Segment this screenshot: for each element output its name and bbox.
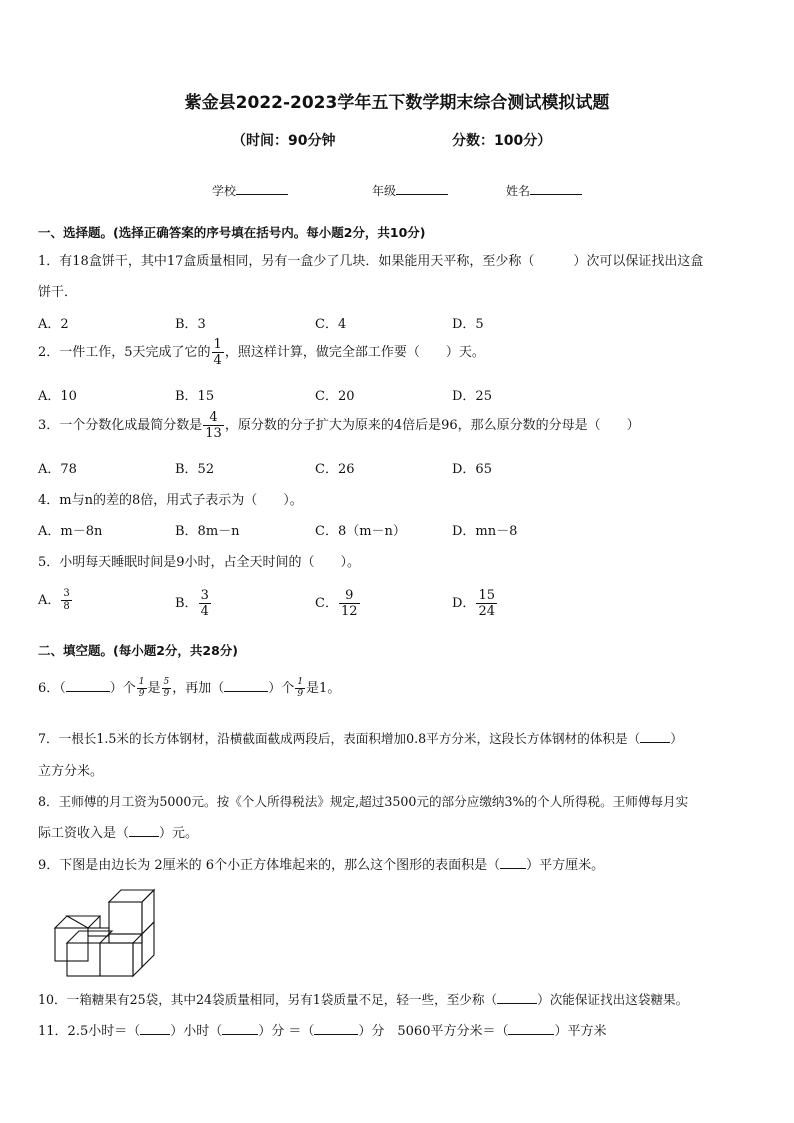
q4-text: 4．m与n的差的8倍，用式子表示为（ ）。 — [38, 493, 303, 508]
q11-p5: ）平方米 — [554, 1024, 607, 1039]
q3-post: ，原分数的分子扩大为原来的4倍后是96，那么原分数的分母是（ ） — [224, 418, 640, 433]
back-cube-mid-front — [88, 928, 109, 936]
q5-option-a-frac — [61, 589, 71, 612]
name-label: 姓名 — [506, 184, 531, 198]
q11-p1: 11．2.5小时＝（ — [38, 1024, 141, 1039]
q5-c-den: 12 — [340, 604, 358, 619]
q2-pre: 2．一件工作，5天完成了它的 — [38, 345, 211, 360]
q4-option-d[interactable]: D．mn－8 — [452, 524, 518, 539]
q1-text-a: 1．有18盒饼干，其中17盒质量相同，另有一盒少了几块．如果能用天平称，至少称（ ）次可以保证找出这盒 — [38, 254, 704, 269]
q6-end: 是1。 — [306, 681, 341, 696]
q11-blank-3[interactable] — [314, 1022, 358, 1035]
q5-option-a[interactable] — [38, 589, 73, 612]
front-cube-right-side — [133, 934, 142, 976]
q3-pre: 3．一个分数化成最简分数是 — [38, 418, 203, 433]
exam-title: 紫金县2022-2023学年五下数学期末综合测试模拟试题 — [184, 93, 610, 113]
q11-blank-1[interactable] — [140, 1022, 170, 1035]
q11-p3: ）分 ＝（ — [258, 1024, 315, 1039]
q3-text — [38, 411, 640, 440]
q3-option-c[interactable]: C．26 — [315, 462, 355, 477]
q5-option-b-frac — [199, 589, 211, 618]
q5-option-d-frac — [476, 589, 497, 618]
front-cube-mid-front — [100, 943, 133, 976]
q11-text — [38, 1020, 606, 1039]
q5-option-c-frac — [339, 589, 360, 618]
q5-text: 5．小明每天睡眠时间是9小时，占全天时间的（ ）。 — [38, 555, 361, 570]
q2-option-c[interactable]: C．20 — [315, 389, 355, 404]
q1-option-b[interactable]: B．3 — [175, 317, 206, 332]
q4-option-b[interactable]: B．8m－n — [175, 524, 240, 539]
section1-heading: 一、选择题。(选择正确答案的序号填在括号内。每小题2分，共10分) — [38, 225, 426, 240]
q6-f3-den: 9 — [297, 689, 304, 699]
q6-f1-den: 9 — [138, 689, 145, 699]
top-cube-front-face — [109, 902, 142, 934]
exam-score: 分数：100分） — [452, 133, 552, 149]
section2-heading: 二、填空题。(每小题2分，共28分) — [38, 643, 239, 658]
q5-option-a-letter: A． — [38, 593, 61, 608]
q6-blank-2[interactable] — [224, 679, 268, 692]
q3-option-d[interactable]: D．65 — [452, 462, 492, 477]
q5-a-den: 8 — [63, 601, 70, 612]
q11-blank-2[interactable] — [222, 1022, 258, 1035]
q8-text-b — [38, 822, 198, 841]
q6-frac-3 — [295, 678, 305, 699]
q8-pre: 际工资收入是（ — [38, 826, 130, 841]
q6-f2-den: 9 — [163, 689, 170, 699]
q10-post: ）次能保证找出这袋糖果。 — [537, 992, 689, 1007]
q5-option-b[interactable] — [175, 589, 212, 618]
q5-d-num: 15 — [478, 588, 495, 603]
q1-option-c[interactable]: C．4 — [315, 317, 347, 332]
q2-post: ，照这样计算，做完全部工作要（ ）天。 — [224, 345, 485, 360]
q2-option-d[interactable]: D．25 — [452, 389, 492, 404]
q6-text — [38, 677, 340, 699]
q1-text-b: 饼干． — [38, 285, 78, 300]
q6-mid3: ）个 — [268, 681, 295, 696]
q5-b-num: 3 — [200, 588, 209, 603]
q6-mid1: ）个 — [109, 681, 136, 696]
q7-text-a-main: 7．一根长1.5米的长方体钢材，沿横截面截成两段后，表面积增加0.8平方分米，这段长方体钢材的体积是（ — [38, 731, 641, 746]
q6-is: 是 — [147, 681, 161, 696]
q8-post: ）元。 — [159, 826, 199, 841]
front-cube-left-front — [67, 943, 100, 976]
q6-blank-1[interactable] — [66, 679, 110, 692]
q5-option-c[interactable] — [315, 589, 361, 618]
q6-f1-num: 1 — [138, 677, 145, 687]
q6-f2-num: 5 — [163, 677, 170, 687]
q5-option-d-letter: D． — [452, 596, 476, 611]
q1-option-d[interactable]: D．5 — [452, 317, 484, 332]
q8-text-a: 8．王师傅的月工资为5000元。按《个人所得税法》规定,超过3500元的部分应缴纳3%的个人所得税。王师傅每月实 — [38, 794, 689, 809]
q5-option-b-letter: B． — [175, 596, 198, 611]
q7-text-b: 立方分米。 — [38, 764, 104, 779]
name-blank[interactable] — [530, 182, 582, 195]
name-field[interactable] — [506, 182, 582, 199]
q5-c-num: 9 — [339, 589, 360, 604]
q6-mid2: ，再加（ — [172, 681, 225, 696]
q10-blank[interactable] — [497, 991, 537, 1004]
q3-option-a[interactable]: A．78 — [38, 462, 77, 477]
q11-p4: ）分 5060平方分米＝（ — [358, 1024, 509, 1039]
q10-text — [38, 989, 688, 1008]
q3-option-b[interactable]: B．52 — [175, 462, 215, 477]
q2-option-b[interactable]: B．15 — [175, 389, 215, 404]
q7-blank[interactable] — [640, 730, 670, 743]
exam-time: （时间：90分钟 — [232, 133, 336, 149]
front-cube-left-top — [67, 931, 112, 943]
side-cube-face — [142, 922, 154, 967]
q2-fraction — [212, 338, 224, 367]
q10-pre: 10．一箱糖果有25袋，其中24袋质量相同，另有1袋质量不足，轻一些，至少称（ — [38, 992, 498, 1007]
q6-frac-2 — [162, 678, 172, 699]
q11-p2: ）小时（ — [170, 1024, 223, 1039]
q9-text — [38, 854, 604, 873]
q5-d-den: 24 — [478, 604, 495, 619]
grade-label: 年级 — [372, 184, 397, 198]
q5-b-den: 4 — [200, 604, 209, 619]
q1-option-a[interactable]: A．2 — [38, 317, 69, 332]
q5-option-c-letter: C． — [315, 596, 338, 611]
q5-a-num: 3 — [63, 588, 70, 599]
q3-frac-den: 13 — [205, 426, 222, 441]
q3-fraction — [203, 411, 224, 440]
q5-option-d[interactable] — [452, 589, 498, 618]
grade-field[interactable] — [372, 182, 448, 199]
q6-frac-1 — [137, 678, 147, 699]
q9-blank[interactable] — [500, 856, 526, 869]
back-cube-left-front — [55, 928, 88, 961]
q4-option-c[interactable]: C．8（m－n） — [315, 524, 406, 539]
q9-post: ）平方厘米。 — [526, 858, 605, 873]
q2-text — [38, 338, 485, 367]
q2-frac-num: 1 — [213, 337, 222, 352]
q6-f3-num: 1 — [297, 677, 304, 687]
back-cube-mid-top — [67, 916, 100, 928]
school-label: 学校 — [212, 184, 237, 198]
q7-text-a — [38, 728, 683, 747]
school-blank[interactable] — [236, 182, 288, 195]
q11-blank-4[interactable] — [508, 1022, 554, 1035]
q2-frac-den: 4 — [213, 353, 222, 368]
q8-blank[interactable] — [129, 824, 159, 837]
q9-pre: 9．下图是由边长为 2厘米的 6个小正方体堆起来的，那么这个图形的表面积是（ — [38, 858, 501, 873]
q2-option-a[interactable]: A．10 — [38, 389, 77, 404]
q3-frac-num: 4 — [203, 411, 224, 426]
q6-pre: 6．（ — [38, 681, 66, 696]
school-field[interactable] — [212, 182, 288, 199]
q7-text-a-end: ） — [670, 731, 683, 746]
grade-blank[interactable] — [396, 182, 448, 195]
q4-option-a[interactable]: A．m－8n — [38, 524, 103, 539]
cube-stack-figure — [42, 884, 160, 978]
